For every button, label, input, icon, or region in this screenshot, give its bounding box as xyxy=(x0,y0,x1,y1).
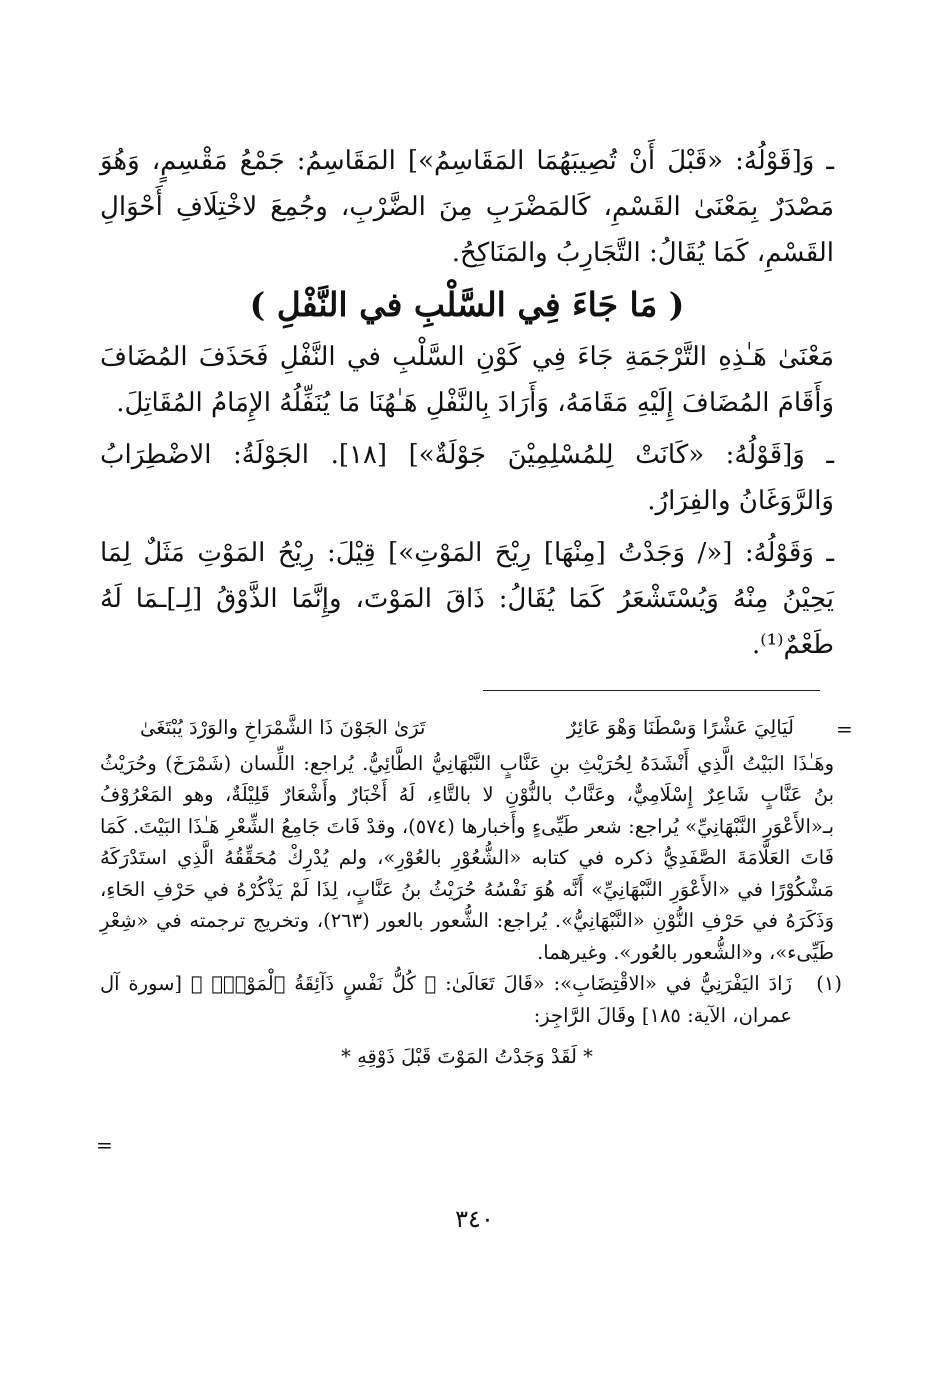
footnote-1 xyxy=(100,968,842,1031)
verse-first-hemistich: لَيَالِيَ عَشْرًا وَسْطَنَا وَهْوَ عَائِرٌ xyxy=(566,716,794,739)
paragraph-maqasim: ـ وَ[قَوْلُهُ: «قَبْلَ أَنْ تُصِيبَهُمَا المَقَاسِمُ»] المَقَاسِمُ: جَمْعُ مَقْسِمٍ، وَهُوَ مَصْدَرٌ بِمَعْنَىٰ القَسْمِ، كَالمَضْرَبِ مِنَ الضَّرْبِ، وجُمِعَ لاخْتِلَافِ أَحْوَالِ القَسْمِ، كَمَا يُقَالُ: التَّجَارِبُ والمَنَاكِحُ. xyxy=(100,146,834,268)
footnote-separator xyxy=(483,690,820,691)
footnote-continued-text: وهَـٰذَا البَيْتُ الَّذِي أَنْشَدَهُ لِحُرَيْثِ بنِ عَنَّابٍ النَّبْهَانِيُّ الطَّائِيُّ. يُراجع: اللِّسان (شَمْرَخَ) وحُرَيْثُ بنُ عَنَّابٍ شَاعِرٌ إِسْلَامِيٌّ، وعَنَّابٌ بالنُّوْنِ لا بالتَّاءِ، لَهُ أَخْبَارٌ وأَشْعَارٌ قَلِيْلَةٌ، وهو المَعْرُوْفُ بـ«الأَعْوَرِ النَّبْهَانِيِّ» يُراجع: شعر طَيِّىءٍ وأَخبارها (٥٧٤)، وقدْ فَاتَ جَامِعُ الشِّعْرِ هَـٰذَا البَيْتَ. كَمَا فَاتَ العَلَّامَةَ الصَّفَدِيُّ ذكره في كتابه «الشُّعُوْرِ بالعُوْرِ»، ولم يُدْرِكْ مُحَقِّقُهُ الَّذِي استَدْرَكَهُ مَشْكُوْرًا في «الأَعْوَرِ النَّبْهَانِيِّ» أَنَّه هُوَ نَفْسُهُ حُرَيْثُ بنُ عَنَّابٍ، لِذَا لَمْ يَذْكُرْهُ في حَرْفِ الحَاءِ، وَذَكَرَهُ في حَرْفِ النُّوْنِ «النَّبْهَانِيُّ». يُراجع: الشُّعور بالعور (٢٦٣)، وتخريج ترجمته في «شِعْرِ طَيِّىء»، و«الشُّعور بالعُور». وغيرهما. xyxy=(100,751,835,964)
rajaz-quote: * لَقَدْ وَجَدْتُ المَوْتَ قَبْلَ ذَوْقِهِ * xyxy=(341,1045,593,1068)
paragraph-rih-almawt: ـ وَقَوْلُهُ: [«/ وَجَدْتُ [مِنْهَا] رِيْحَ المَوْتِ»] قِيْلَ: رِيْحُ المَوْتِ مَثَلٌ لِمَا يَحِيْنُ مِنْهُ وَيُسْتَشْعَرُ كَمَا يُقَالُ: ذَاقَ المَوْتَ، وإِنَّمَا الذَّوْقُ [لِـ]ـمَا لَهُ طَعْمٌ⁽¹⁾. xyxy=(100,538,834,660)
continuation-marker-top: = xyxy=(836,717,853,741)
continuation-marker-bottom: = xyxy=(96,1133,113,1157)
poetry-verse xyxy=(100,712,834,744)
footnote-1-text: زَادَ اليَفْرَنِيُّ في «الاقْتِضَابِ»: «قَالَ تَعَالَىٰ: ﴿ كُلُّ نَفْسٍ ذَآئِقَةُ ٱلْمَوْتِۗ ﴾ [سورة آل عمران، الآية: ١٨٥] وقَالَ الرَّاجِز: xyxy=(100,972,792,1027)
paragraph-jawla: ـ وَ[قَوْلُهُ: «كَانَتْ لِلمُسْلِمِيْنَ جَوْلَةٌ»] [١٨]. الجَوْلَةُ: الاضْطِرَابُ وَالرَّوَغَانُ والفِرَارُ. xyxy=(100,440,835,516)
page-number: ٣٤٠ xyxy=(455,1205,494,1233)
paragraph-tarjama: مَعْنَىٰ هَـٰذِهِ التَّرْجَمَةِ جَاءَ فِي كَوْنِ السَّلْبِ في النَّفْلِ فَحَذَفَ المُضَافَ وَأَقَامَ المُضَافَ إِلَيْهِ مَقَامَهُ، وَأَرَادَ بِالنَّفْلِ هَـٰهُنَا مَا يُنَفِّلُهُ الإِمَامُ المُقَاتِلَ. xyxy=(100,342,834,418)
verse-second-hemistich: تَرَىٰ الجَوْنَ ذَا الشَّمْرَاخِ والوَرْدَ يُبْتَغَىٰ xyxy=(140,716,426,739)
main-text xyxy=(100,138,834,674)
footnotes xyxy=(100,712,842,1073)
section-heading: ( مَا جَاءَ فِي السَّلْبِ في النَّفْلِ ) xyxy=(249,285,685,324)
footnote-number: (١) xyxy=(816,972,842,995)
